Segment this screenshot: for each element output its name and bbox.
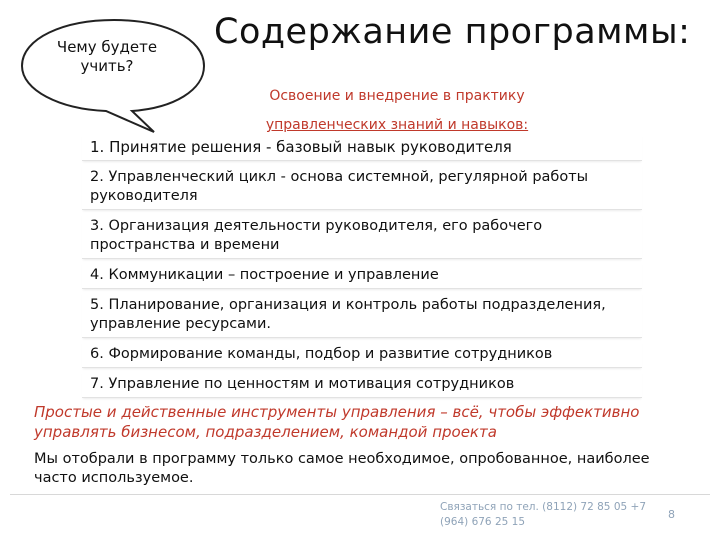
list-item: 6. Формирование команды, подбор и развитие сотрудников: [82, 341, 642, 368]
list-item: 1. Принятие решения - базовый навык руководителя: [82, 134, 642, 161]
subtitle-line-2: управленческих знаний и навыков:: [265, 117, 529, 133]
list-item: 7. Управление по ценностям и мотивация сотрудников: [82, 371, 642, 398]
list-item: 3. Организация деятельности руководителя, его рабочего пространства и времени: [82, 213, 642, 259]
program-items-list: [82, 134, 642, 401]
page-title: Содержание программы:: [214, 12, 691, 52]
list-item: 2. Управленческий цикл - основа системной, регулярной работы руководителя: [82, 164, 642, 210]
subtitle: [232, 82, 562, 140]
selection-note: Мы отобрали в программу только самое необходимое, опробованное, наиболее часто используемое.: [34, 451, 650, 486]
contact-info: Связаться по тел. (8112) 72 85 05 +7 (964) 676 25 15: [440, 501, 647, 528]
speech-bubble-shape: [14, 16, 214, 136]
highlight-note: Простые и действенные инструменты управления – всё, чтобы эффективно управлять бизнесом, подразделением, командой проекта: [34, 403, 640, 441]
subtitle-line-1: Освоение и внедрение в практику: [269, 88, 525, 104]
list-item: 4. Коммуникации – построение и управление: [82, 262, 642, 289]
list-item: 5. Планирование, организация и контроль работы подразделения, управление ресурсами.: [82, 292, 642, 338]
speech-bubble-text: Чему будете учить?: [56, 38, 158, 75]
speech-bubble: [14, 16, 214, 136]
footer-divider: [10, 494, 710, 495]
page-number: 8: [668, 508, 675, 521]
